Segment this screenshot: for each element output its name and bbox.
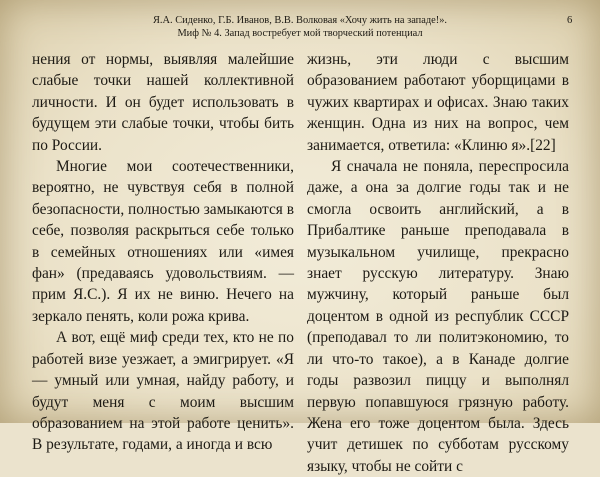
running-header: [0, 14, 600, 40]
paragraph: Многие мои соотечественники, вероятно, не чувствуя себя в полной безопасности, полностью замыкаются в себе, позволяя раскрыться себе только в семейных отношениях или «имея фан» (предаваясь удовольствиям. — прим Я.С.). Я их не виню. Нечего на зеркало пенять, коли рожа крива.: [32, 158, 294, 325]
header-authors-title: Я.А. Сиденко, Г.Б. Иванов, В.В. Волковая «Хочу жить на западе!».: [152, 15, 447, 26]
paragraph: жизнь, эти люди с высшим образованием работают уборщицами в чужих квартирах и офисах. Знаю таких женщин. Одна из них на вопрос, чем занимается, ответила: «Клиню я».[22]: [307, 51, 569, 154]
paragraph: Я сначала не поняла, переспросила даже, а она за долгие годы так и не смогла освоить английский, а в Прибалтике раньше преподавала в музыкальном училище, прекрасно знает русскую литературу. Знаю мужчину, который раньше был доцентом в одной из республик СССР (преподавал то ли политэкономию, то ли что-то такое), а в Канаде долгие годы развозил пиццу и выполнял первую попавшуюся грязную работу. Жена его тоже доцентом была. Здесь учит детишек по субботам русскому языку, чтобы не сойти с: [307, 158, 569, 475]
page-number: 6: [567, 15, 573, 26]
paragraph: нения от нормы, выявляя малейшие слабые точки нашей коллективной личности. И он будет использовать в будущем эти слабые точки, чтобы бить по России.: [32, 51, 294, 154]
paragraph: А вот, ещё миф среди тех, кто не по работей визе уезжает, а эмигрирует. «Я — умный или умная, найду работу, и будут меня с моим высшим образованием на этой работе ценить». В результате, годами, а иногда и всю: [32, 329, 294, 454]
left-column: [32, 49, 294, 456]
right-column: [307, 49, 569, 477]
header-chapter: Миф № 4. Запад востребует мой творческий потенциал: [177, 28, 423, 39]
